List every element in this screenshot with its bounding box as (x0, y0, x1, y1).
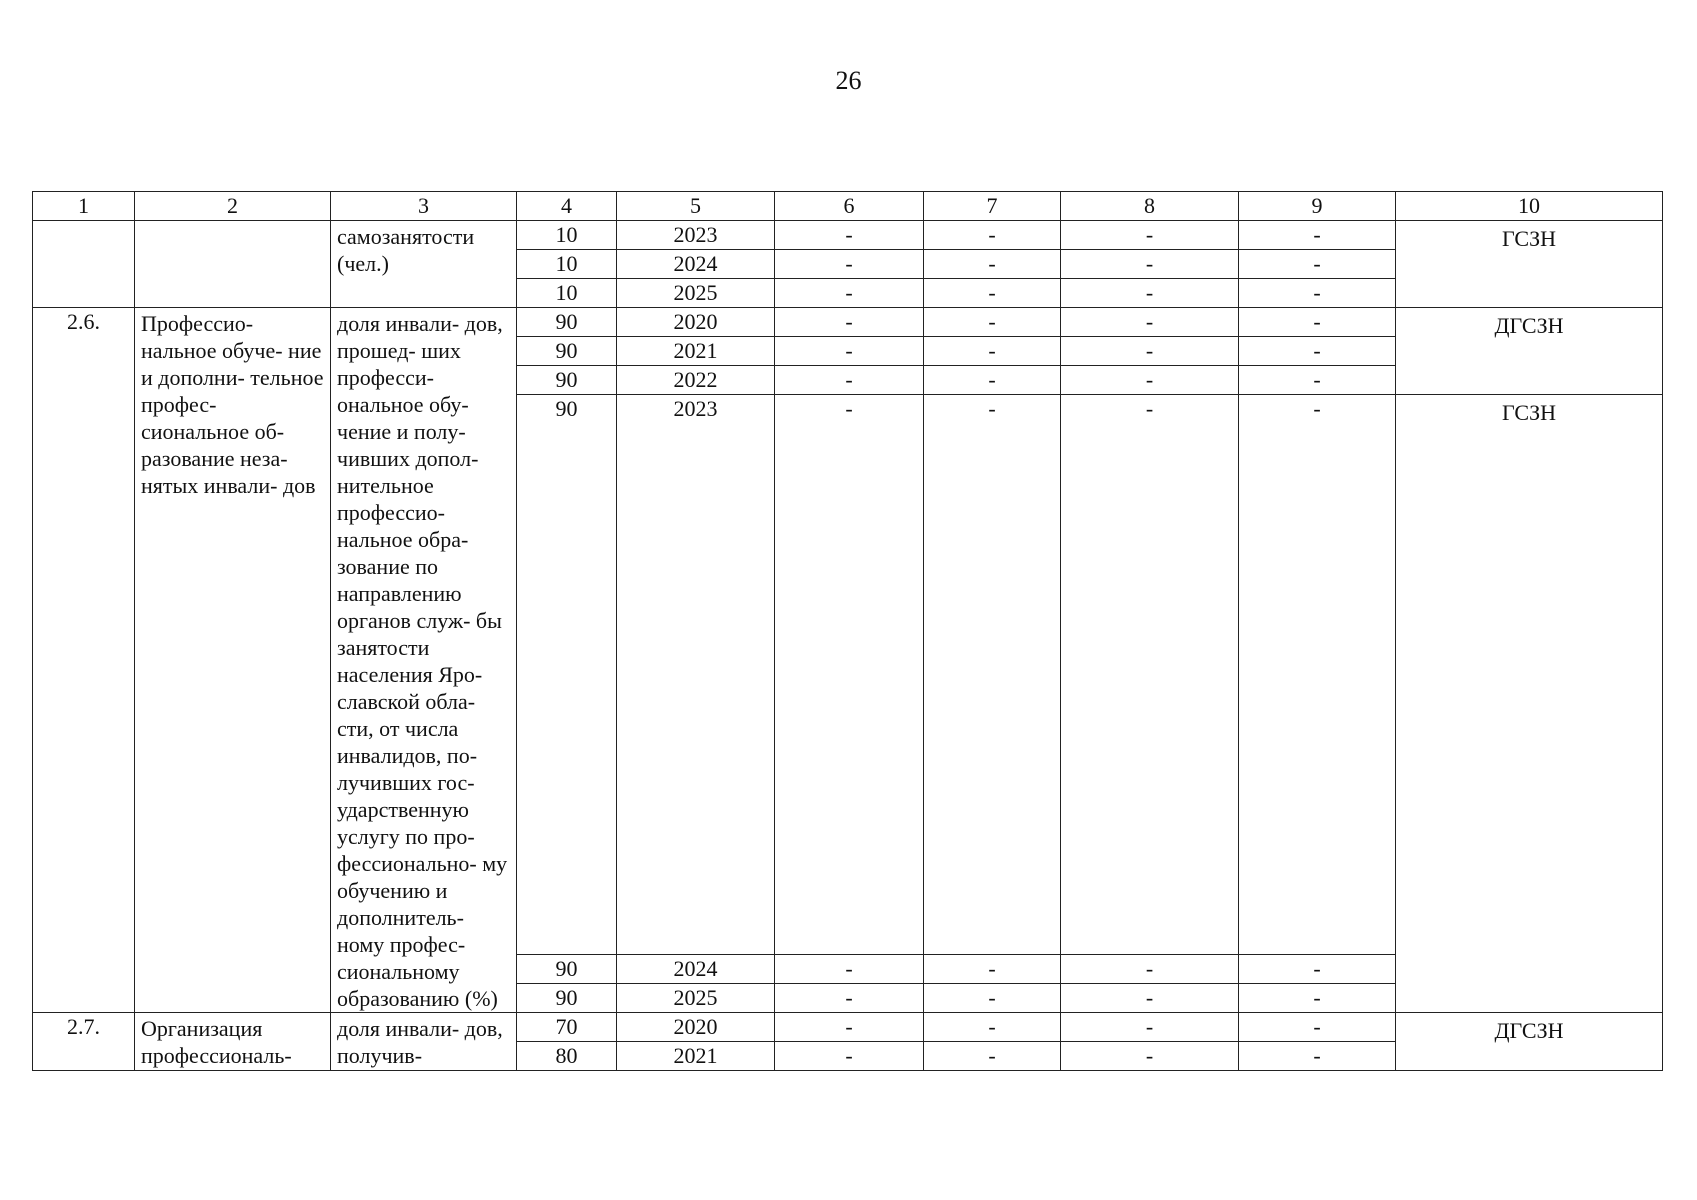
dash-cell: - (1239, 955, 1396, 984)
dash-cell: - (775, 337, 924, 366)
target-value: 10 (517, 279, 617, 308)
responsible-org: ГСЗН (1501, 400, 1556, 425)
dash-cell: - (775, 221, 924, 250)
column-number-row (33, 192, 1663, 221)
target-value: 10 (517, 250, 617, 279)
dash-cell: - (1061, 250, 1239, 279)
column-number: 1 (33, 192, 135, 221)
target-value: 90 (517, 955, 617, 984)
dash-cell: - (775, 955, 924, 984)
column-number: 6 (775, 192, 924, 221)
responsible-org-cell (1396, 221, 1663, 308)
dash-cell: - (924, 984, 1061, 1013)
dash-cell: - (1061, 366, 1239, 395)
dash-cell: - (1061, 221, 1239, 250)
year-cell: 2020 (617, 1013, 775, 1042)
activity-description: Профессио- нальное обуче- ние и дополни- тельное профес- сиональное об- разование неза- нятых инвали- дов (135, 308, 331, 1013)
year-cell: 2023 (617, 221, 775, 250)
dash-cell: - (1239, 366, 1396, 395)
year-cell: 2024 (617, 955, 775, 984)
year-cell: 2021 (617, 337, 775, 366)
dash-cell: - (1239, 1042, 1396, 1071)
dash-cell: - (775, 984, 924, 1013)
indicator-cell: самозанятости (чел.) (331, 221, 517, 308)
dash-cell: - (924, 1042, 1061, 1071)
dash-cell: - (1061, 279, 1239, 308)
dash-cell: - (924, 366, 1061, 395)
dash-cell: - (1239, 308, 1396, 337)
column-number: 10 (1396, 192, 1663, 221)
year-cell: 2025 (617, 984, 775, 1013)
target-value: 90 (517, 366, 617, 395)
dash-cell: - (924, 279, 1061, 308)
dash-cell: - (924, 308, 1061, 337)
dash-cell: - (1061, 955, 1239, 984)
responsible-org: ДГСЗН (1494, 1018, 1564, 1043)
responsible-org-cell (1396, 1013, 1663, 1071)
dash-cell: - (775, 250, 924, 279)
dash-cell: - (775, 366, 924, 395)
program-table (32, 191, 1663, 1071)
dash-cell: - (924, 1013, 1061, 1042)
target-value: 90 (517, 308, 617, 337)
activity-description: Организация профессиональ- (135, 1013, 331, 1071)
column-number: 4 (517, 192, 617, 221)
column-number: 9 (1239, 192, 1396, 221)
dash-cell: - (1239, 279, 1396, 308)
dash-cell: - (1061, 337, 1239, 366)
dash-cell: - (924, 221, 1061, 250)
dash-cell: - (924, 395, 1061, 955)
indicator-description: доля инвали- дов, прошед- ших професси- ональное обу- чение и полу- чивших допол- нительное профессио- нальное обра- зование по направлению органов служ- бы занятости населения Яро- славской обла- сти, от числа инвалидов, по- лучивших гос- ударственную услугу по про- фессионально- му обучению и дополнитель- ному профес- сиональному образованию (%) (331, 308, 517, 1013)
indicator-description: доля инвали- дов, получив- (331, 1013, 517, 1071)
page-number: 26 (835, 66, 862, 95)
table-row (33, 308, 1663, 337)
target-value: 90 (517, 395, 617, 955)
dash-cell: - (924, 250, 1061, 279)
responsible-org: ГСЗН (1501, 226, 1556, 251)
item-number: 2.6. (33, 308, 135, 1013)
target-value: 70 (517, 1013, 617, 1042)
dash-cell: - (1239, 1013, 1396, 1042)
dash-cell: - (1239, 395, 1396, 955)
column-number: 2 (135, 192, 331, 221)
dash-cell: - (1061, 984, 1239, 1013)
table-row (33, 1013, 1663, 1042)
responsible-org-cell (1396, 308, 1663, 395)
column-number: 5 (617, 192, 775, 221)
year-cell: 2024 (617, 250, 775, 279)
dash-cell: - (1239, 250, 1396, 279)
year-cell: 2021 (617, 1042, 775, 1071)
dash-cell: - (1239, 337, 1396, 366)
target-value: 80 (517, 1042, 617, 1071)
dash-cell: - (775, 1013, 924, 1042)
target-value: 90 (517, 337, 617, 366)
responsible-org-cell (1396, 395, 1663, 1013)
item-number-cell (33, 221, 135, 308)
dash-cell: - (1061, 395, 1239, 955)
year-cell: 2023 (617, 395, 775, 955)
item-number: 2.7. (33, 1013, 135, 1071)
dash-cell: - (1061, 308, 1239, 337)
dash-cell: - (775, 1042, 924, 1071)
target-value: 90 (517, 984, 617, 1013)
dash-cell: - (1239, 984, 1396, 1013)
dash-cell: - (1061, 1013, 1239, 1042)
target-value: 10 (517, 221, 617, 250)
table-row (33, 221, 1663, 250)
dash-cell: - (924, 955, 1061, 984)
dash-cell: - (775, 308, 924, 337)
column-number: 8 (1061, 192, 1239, 221)
year-cell: 2020 (617, 308, 775, 337)
dash-cell: - (1061, 1042, 1239, 1071)
dash-cell: - (1239, 221, 1396, 250)
dash-cell: - (775, 395, 924, 955)
column-number: 3 (331, 192, 517, 221)
activity-cell (135, 221, 331, 308)
dash-cell: - (924, 337, 1061, 366)
responsible-org: ДГСЗН (1494, 313, 1564, 338)
column-number: 7 (924, 192, 1061, 221)
dash-cell: - (775, 279, 924, 308)
year-cell: 2022 (617, 366, 775, 395)
year-cell: 2025 (617, 279, 775, 308)
